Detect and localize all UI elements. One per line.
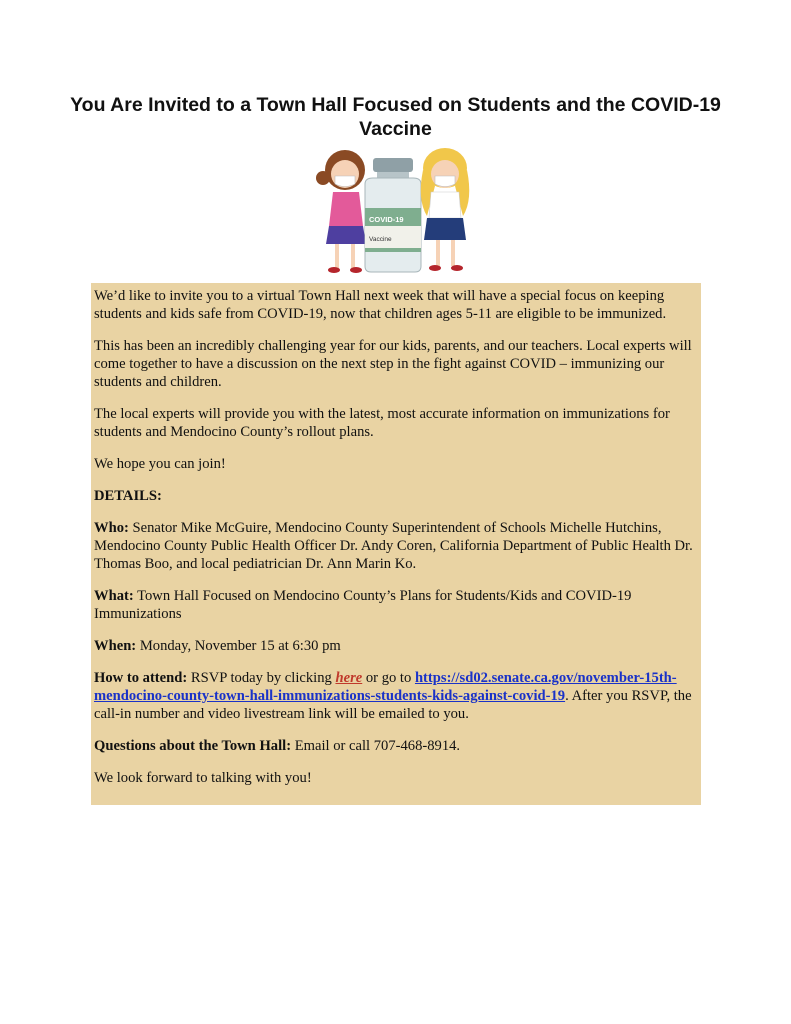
bottle-sublabel: Vaccine bbox=[369, 236, 392, 243]
rsvp-here-link[interactable]: here bbox=[335, 670, 363, 686]
invitation-body bbox=[91, 283, 701, 805]
how-paragraph bbox=[94, 669, 698, 723]
context-paragraph: This has been an incredibly challenging year for our kids, parents, and our teachers. Local experts will come together to have a discussion on the next step in the fight against COVID – immunizing our students and children. bbox=[94, 338, 692, 390]
closing-paragraph: We look forward to talking with you! bbox=[94, 770, 312, 786]
experts-paragraph: The local experts will provide you with the latest, most accurate information on immunizations for students and Mendocino County’s rollout plans. bbox=[94, 406, 670, 440]
when-label: When: bbox=[94, 638, 137, 654]
what-text: Town Hall Focused on Mendocino County’s Plans for Students/Kids and COVID-19 Immunizations bbox=[94, 588, 632, 622]
questions-label: Questions about the Town Hall: bbox=[94, 738, 292, 754]
right-girl-figure bbox=[421, 148, 470, 271]
bottle-label: COVID-19 bbox=[369, 215, 404, 224]
hope-paragraph: We hope you can join! bbox=[94, 456, 226, 472]
left-girl-figure bbox=[316, 150, 366, 273]
who-text: Senator Mike McGuire, Mendocino County Superintendent of Schools Michelle Hutchins, Mendocino County Public Health Officer Dr. Andy Coren, California Department of Public Health Dr. Thomas Boo, and local pediatrician Dr. Ann Marin Ko. bbox=[94, 520, 693, 572]
kids-vaccine-illustration bbox=[303, 140, 483, 280]
when-text: Monday, November 15 at 6:30 pm bbox=[136, 638, 341, 654]
how-text-2: or go to bbox=[362, 670, 415, 686]
how-label: How to attend: bbox=[94, 670, 188, 686]
questions-text: Email or call 707-468-8914. bbox=[291, 738, 461, 754]
what-paragraph bbox=[94, 587, 698, 623]
who-paragraph bbox=[94, 519, 698, 573]
questions-paragraph bbox=[94, 737, 698, 755]
how-text-3: . After you RSVP, the call-in number and video livestream link will be emailed to you. bbox=[94, 688, 692, 722]
intro-paragraph: We’d like to invite you to a virtual Town Hall next week that will have a special focus on keeping students and kids safe from COVID-19, now that children ages 5-11 are eligible to be immunized. bbox=[94, 288, 667, 322]
page-title: You Are Invited to a Town Hall Focused on Students and the COVID-19 Vaccine bbox=[70, 94, 721, 140]
what-label: What: bbox=[94, 588, 134, 604]
details-heading: DETAILS: bbox=[94, 488, 162, 504]
when-paragraph bbox=[94, 637, 698, 655]
how-text-1: RSVP today by clicking bbox=[187, 670, 336, 686]
rsvp-url-link[interactable]: https://sd02.senate.ca.gov/november-15th-mendocino-county-town-hall-immunizations-students-kids-against-covid-19 bbox=[94, 670, 677, 704]
who-label: Who: bbox=[94, 520, 129, 536]
vaccine-bottle bbox=[365, 158, 421, 272]
